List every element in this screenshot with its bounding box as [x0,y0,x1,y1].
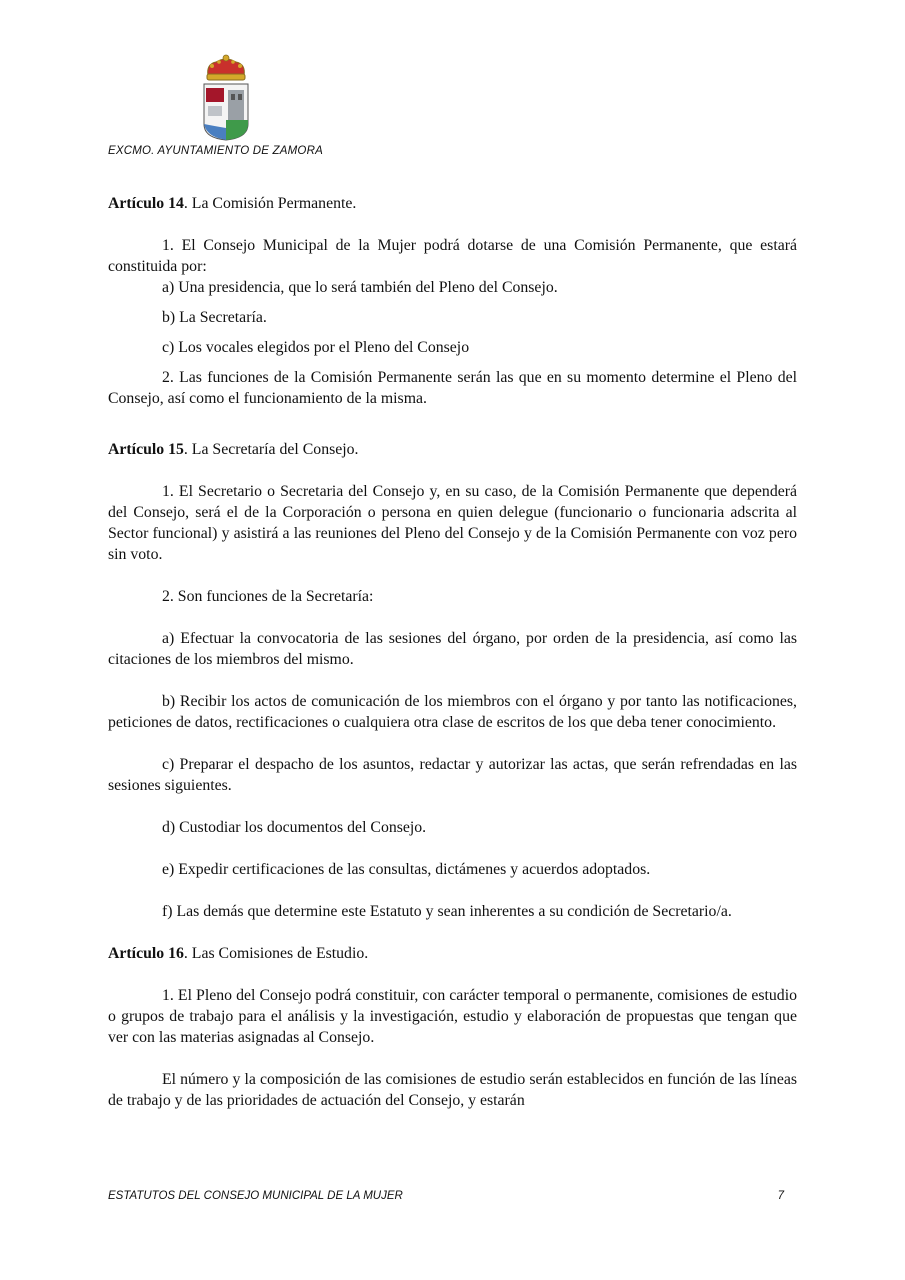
article-title: . Las Comisiones de Estudio. [183,945,369,962]
document-body [108,193,797,1111]
article-number: Artículo 16 [108,945,184,962]
article-number: Artículo 14 [108,195,184,212]
page-number: 7 [777,1190,784,1202]
list-item: a) Una presidencia, que lo será también del Pleno del Consejo. [162,279,558,296]
footer-title: ESTATUTOS DEL CONSEJO MUNICIPAL DE LA MUJER [108,1190,403,1202]
list-item: d) Custodiar los documentos del Consejo. [162,819,427,836]
page-footer [108,1190,784,1202]
list-item: a) Efectuar la convocatoria de las sesiones del órgano, por orden de la presidencia, así como las citaciones de los miembros del mismo. [108,630,797,668]
list-item: f) Las demás que determine este Estatuto y sean inherentes a su condición de Secretario/a. [162,903,732,920]
list-item: e) Expedir certificaciones de las consultas, dictámenes y acuerdos adoptados. [162,861,651,878]
crown-icon [207,55,245,80]
paragraph: 2. Las funciones de la Comisión Permanente serán las que en su momento determine el Pleno del Consejo, así como el funcionamiento de la misma. [108,369,797,407]
paragraph: 2. Son funciones de la Secretaría: [162,588,374,605]
article-15-heading [108,439,797,460]
article-14-heading [108,193,797,214]
article-title: . La Secretaría del Consejo. [183,441,359,458]
list-item: b) La Secretaría. [162,309,267,326]
zamora-coat-of-arms-icon [198,54,254,142]
paragraph: 1. El Secretario o Secretaria del Consejo y, en su caso, de la Comisión Permanente que dependerá del Consejo, será el de la Corporación o persona en quien delegue (funcionario o funcionaria adscrita al Sector funcional) y asistirá a las reuniones del Pleno del Consejo y de la Comisión Permanente con voz pero sin voto. [108,483,797,563]
article-16-heading [108,943,797,964]
paragraph: 1. El Consejo Municipal de la Mujer podrá dotarse de una Comisión Permanente, que estará constituida por: [108,237,797,275]
list-item: b) Recibir los actos de comunicación de los miembros con el órgano y por tanto las notificaciones, peticiones de datos, rectificaciones o cualquiera otra clase de escritos de los que deba tener conocimiento. [108,693,797,731]
article-number: Artículo 15 [108,441,184,458]
list-item: c) Los vocales elegidos por el Pleno del Consejo [162,339,470,356]
paragraph: 1. El Pleno del Consejo podrá constituir, con carácter temporal o permanente, comisiones de estudio o grupos de trabajo para el análisis y la investigación, estudio y elaboración de propuestas que tengan que ver con las materias asignadas al Consejo. [108,987,797,1046]
paragraph: El número y la composición de las comisiones de estudio serán establecidos en función de las líneas de trabajo y de las prioridades de actuación del Consejo, y estarán [108,1071,797,1109]
header-organization: EXCMO. AYUNTAMIENTO DE ZAMORA [108,145,323,157]
article-title: . La Comisión Permanente. [183,195,357,212]
shield-icon [204,84,248,140]
list-item: c) Preparar el despacho de los asuntos, redactar y autorizar las actas, que serán refrendadas en las sesiones siguientes. [108,756,797,794]
